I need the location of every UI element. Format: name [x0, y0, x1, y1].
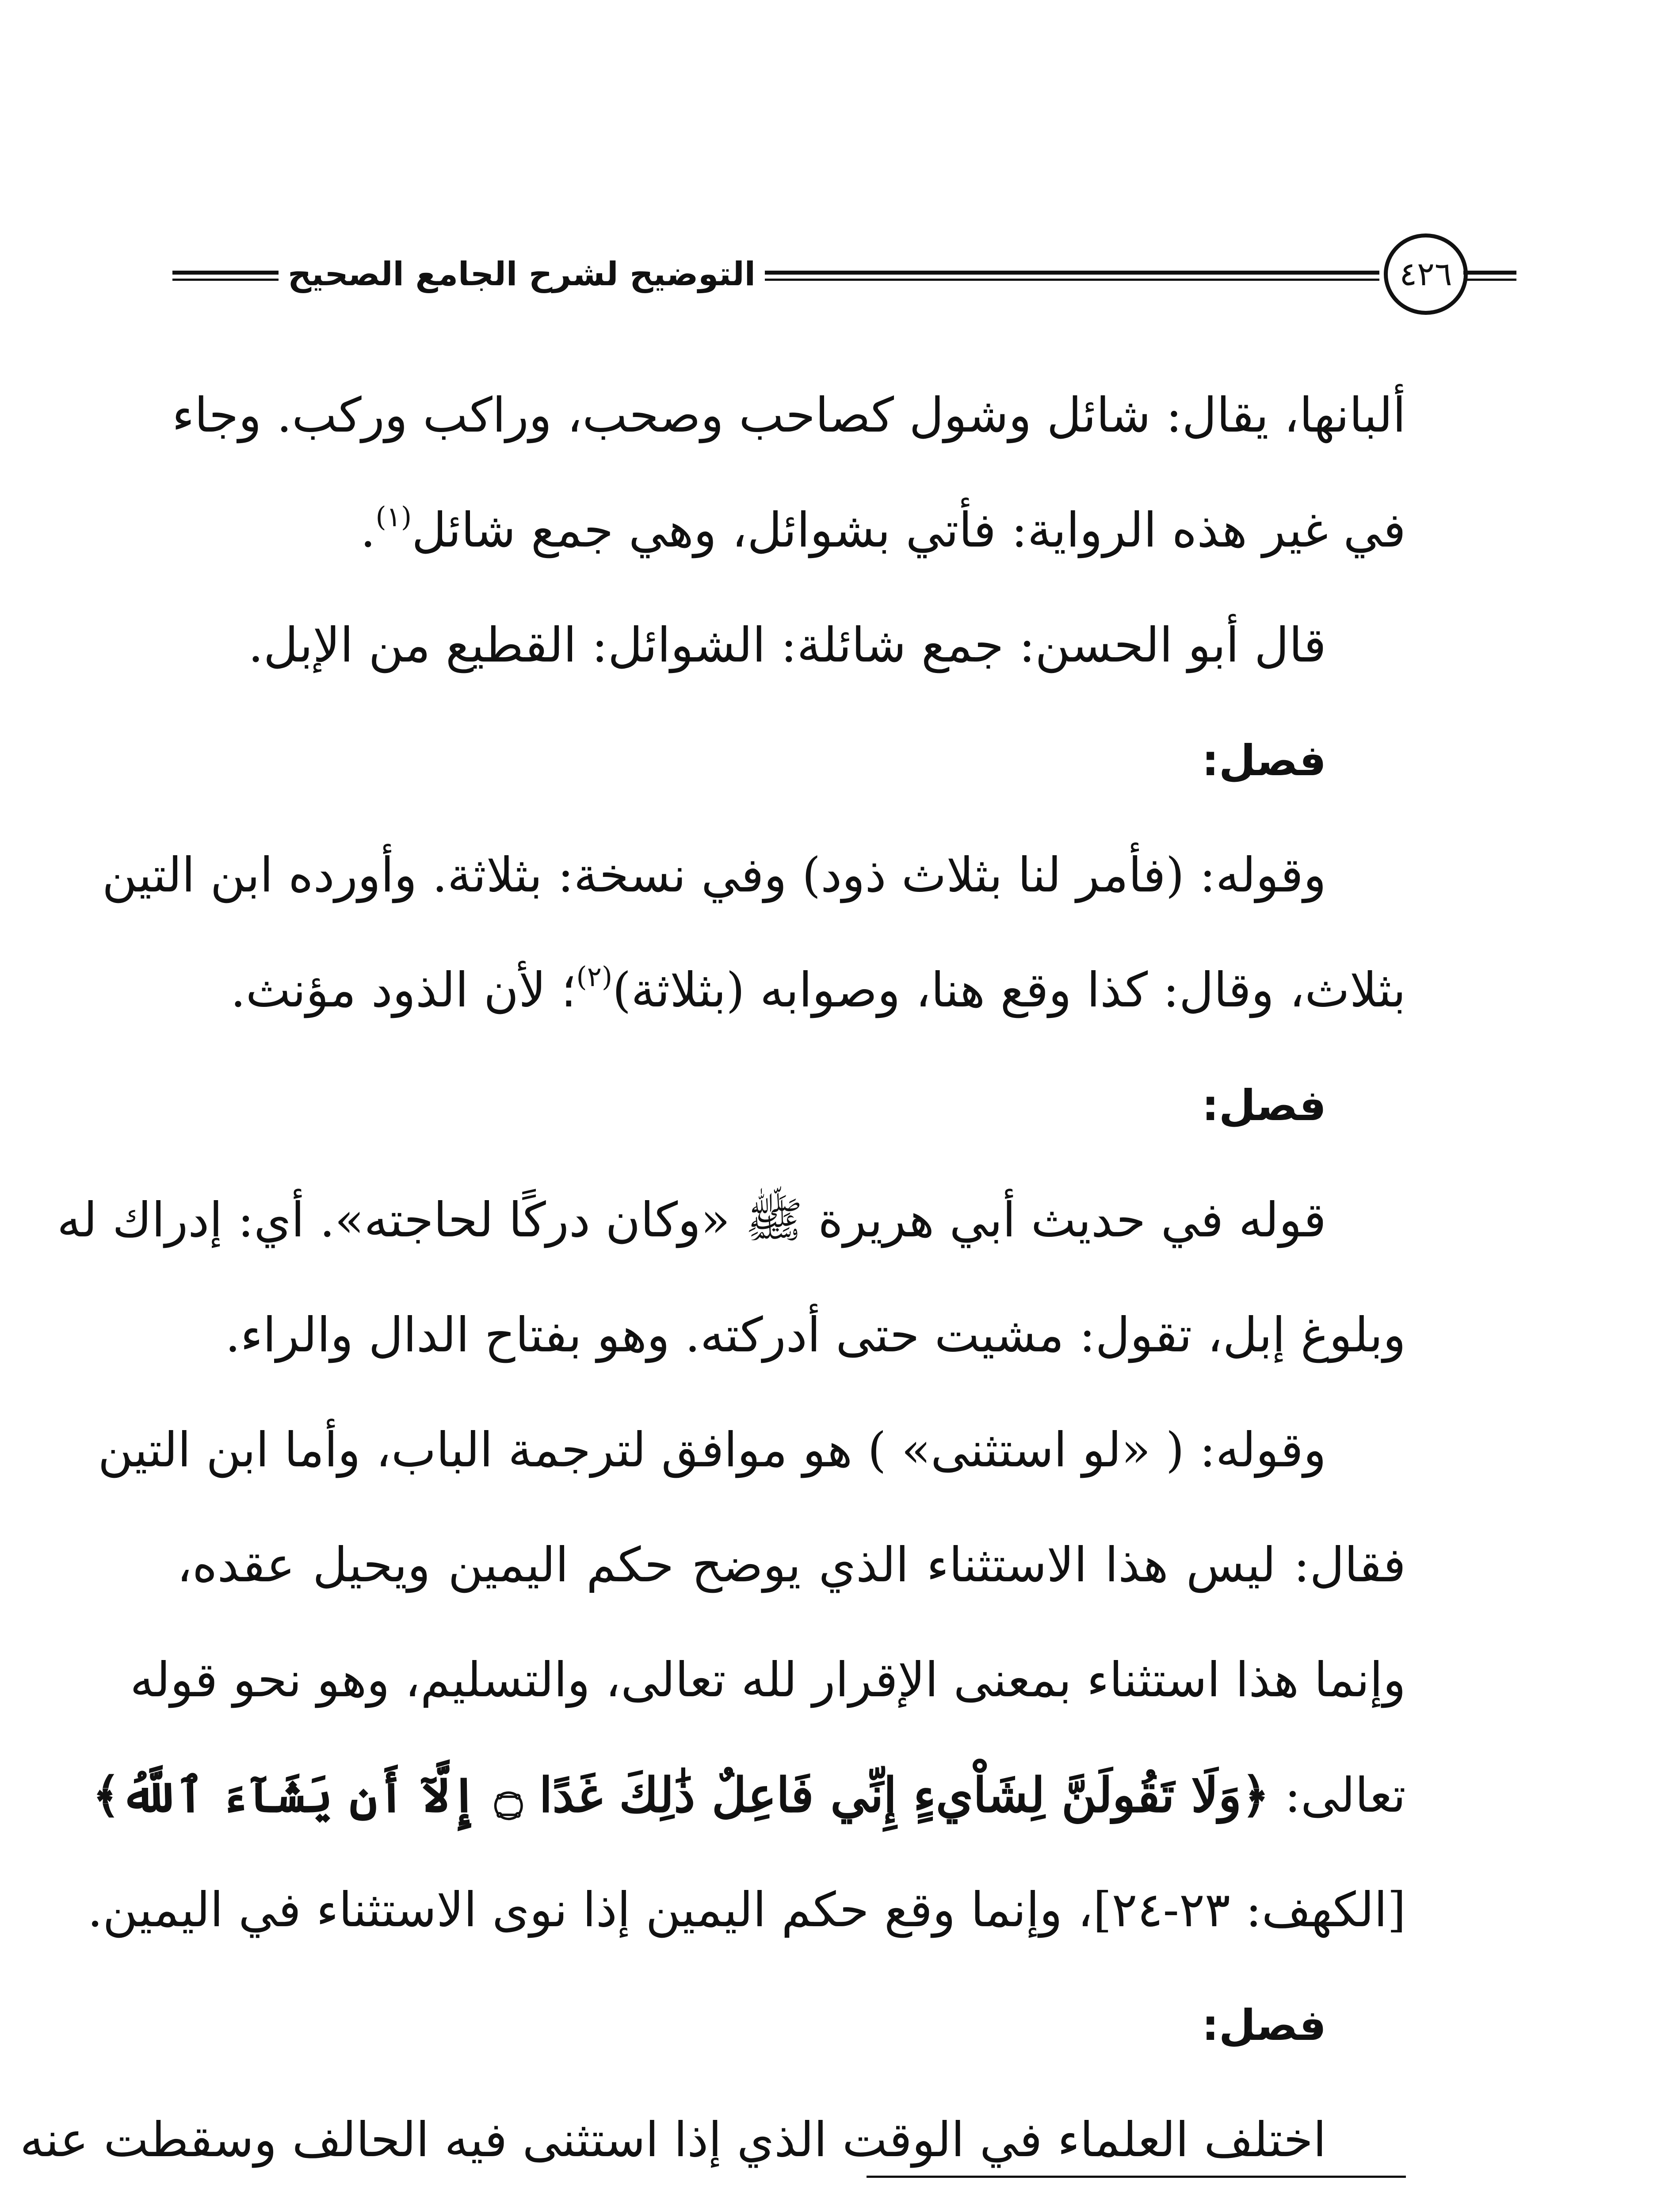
- text-line: [177, 473, 1406, 588]
- section-heading: فصل:: [1202, 2001, 1326, 2050]
- text-line: [92, 1738, 1406, 1853]
- running-title: التوضيح لشرح الجامع الصحيح: [287, 255, 756, 293]
- header-rule-left: [172, 271, 279, 281]
- footnote-separator: [867, 2176, 1406, 2178]
- text-line: وقوله: ( «لو استثنى» ) هو موافق لترجمة الباب، وأما ابن التين: [98, 1423, 1326, 1478]
- text-run: بثلاث، وقال: كذا وقع هنا، وصوابه (بثلاثة): [612, 963, 1406, 1018]
- text-line: قوله في حديث أبي هريرة ﷺ «وكان دركًا لحاجته». أي: إدراك له: [57, 1193, 1326, 1248]
- page-number: ٤٢٦: [1399, 255, 1452, 293]
- text-line: ألبانها، يقال: شائل وشول كصاحب وصحب، وراكب وركب. وجاء: [172, 388, 1406, 443]
- running-header: [172, 230, 1516, 318]
- section-heading: فصل:: [1202, 736, 1326, 785]
- text-line: فقال: ليس هذا الاستثناء الذي يوضح حكم اليمين ويحيل عقده،: [177, 1538, 1406, 1593]
- text-line: وقوله: (فأمر لنا بثلاث ذود) وفي نسخة: بثلاثة. وأورده ابن التين: [102, 848, 1326, 903]
- text-line: قال أبو الحسن: جمع شائلة: الشوائل: القطيع من الإبل.: [248, 618, 1326, 673]
- text-line: [177, 933, 1406, 1048]
- page-number-frame: [1384, 233, 1468, 315]
- text-line: اختلف العلماء في الوقت الذي إذا استثنى فيه الحالف وسقطت عنه: [20, 2112, 1326, 2168]
- text-run: في غير هذه الرواية: فأتي بشوائل، وهي جمع شائل: [412, 503, 1406, 558]
- main-text: [20, 358, 1406, 2211]
- text-run: ؛ لأن الذود مؤنث.: [230, 963, 577, 1018]
- text-line: وبلوغ إبل، تقول: مشيت حتى أدركته. وهو بفتاح الدال والراء.: [225, 1308, 1406, 1363]
- footnote-marker: (١): [375, 501, 412, 533]
- text-run: تعالى:: [1269, 1768, 1406, 1823]
- section-heading: فصل:: [1202, 1081, 1326, 1130]
- footnote-marker: (٢): [576, 960, 613, 993]
- text-run: .: [360, 503, 376, 558]
- text-line: وإنما هذا استثناء بمعنى الإقرار لله تعالى، والتسليم، وهو نحو قوله: [130, 1653, 1406, 1708]
- quran-verse: ﴿وَلَا تَقُولَنَّ لِشَاْيءٍ إِنِّي فَاعِلٌ ذَٰلِكَ غَدًا ۝ إِلَّآ أَن يَشَآءَ ٱللَّهُ﴾: [92, 1767, 1270, 1823]
- text-line: [177, 2198, 1406, 2211]
- text-line: [الكهف: ٢٣-٢٤]، وإنما وقع حكم اليمين إذا نوى الاستثناء في اليمين.: [87, 1882, 1406, 1938]
- header-rule-right: [1463, 271, 1516, 281]
- header-rule-middle: [765, 271, 1379, 281]
